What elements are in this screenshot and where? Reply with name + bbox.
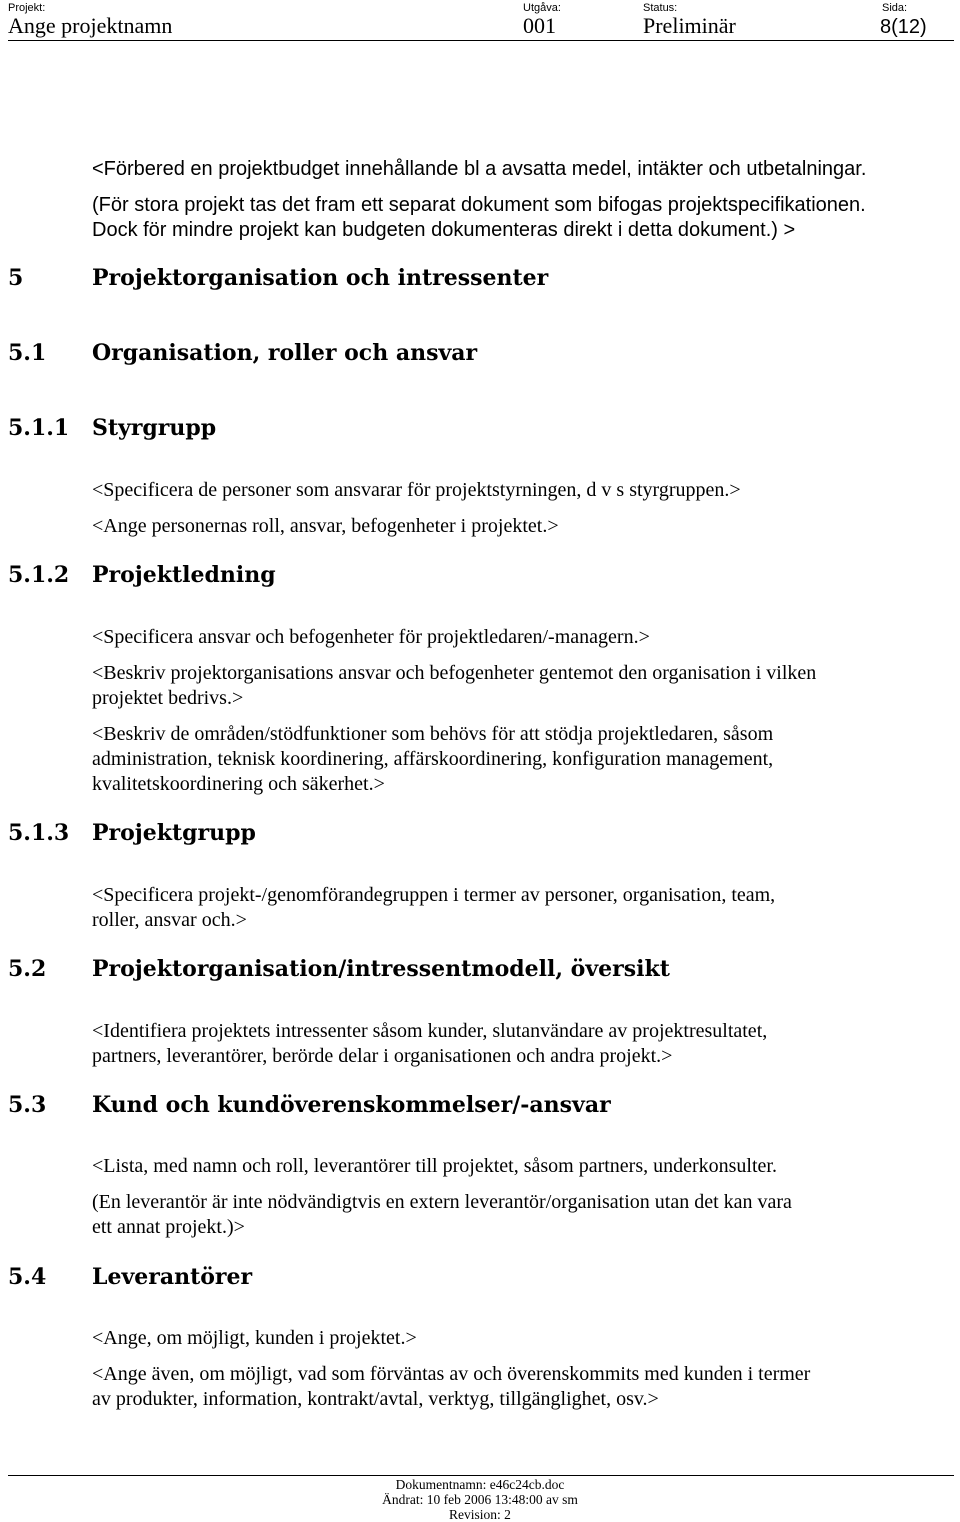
paragraph: <Specificera de personer som ansvarar för projektstyrningen, d v s styrgruppen.> bbox=[92, 479, 741, 501]
heading-title: Kund och kundöverenskommelser/-ansvar bbox=[92, 1092, 611, 1118]
paragraph: <Identifiera projektets intressenter såsom kunder, slutanvändare av projektresultatet, bbox=[92, 1020, 768, 1042]
paragraph: kvalitetskoordinering och säkerhet.> bbox=[92, 773, 385, 795]
footer-docname: Dokumentnamn: e46c24cb.doc bbox=[395, 1477, 565, 1492]
paragraph: projektet bedrivs.> bbox=[92, 687, 244, 709]
heading-title: Leverantörer bbox=[92, 1264, 253, 1290]
paragraph: <Ange även, om möjligt, vad som förväntas av och överenskommits med kunden i termer bbox=[92, 1363, 811, 1385]
paragraph: partners, leverantörer, berörde delar i organisationen och andra projekt.> bbox=[92, 1045, 673, 1067]
footer-rule bbox=[8, 1475, 954, 1476]
heading-title: Styrgrupp bbox=[92, 415, 217, 441]
heading-number: 5.1.3 bbox=[8, 820, 70, 846]
heading-title: Projektgrupp bbox=[92, 820, 256, 846]
heading-title: Projektorganisation/intressentmodell, översikt bbox=[92, 956, 670, 982]
heading-number: 5.3 bbox=[8, 1092, 47, 1118]
heading-title: Projektorganisation och intressenter bbox=[92, 265, 549, 291]
paragraph: <Ange personernas roll, ansvar, befogenheter i projektet.> bbox=[92, 515, 559, 537]
heading-number: 5.4 bbox=[8, 1264, 47, 1290]
page-label: Sida: bbox=[882, 2, 908, 14]
paragraph: <Lista, med namn och roll, leverantörer till projektet, såsom partners, underkonsulter. bbox=[92, 1155, 777, 1177]
heading-number: 5.1.2 bbox=[8, 562, 70, 588]
paragraph: administration, teknisk koordinering, affärskoordinering, konfiguration management, bbox=[92, 748, 774, 770]
paragraph: av produkter, information, kontrakt/avtal, verktyg, tillgänglighet, osv.> bbox=[92, 1388, 659, 1410]
edition-label: Utgåva: bbox=[523, 2, 561, 14]
heading-number: 5.1 bbox=[8, 340, 47, 366]
page-number: 8(12) bbox=[880, 16, 927, 38]
paragraph: <Beskriv projektorganisations ansvar och befogenheter gentemot den organisation i vilken bbox=[92, 662, 817, 684]
edition-value: 001 bbox=[523, 13, 556, 38]
intro-line-3: Dock för mindre projekt kan budgeten dokumenteras direkt i detta dokument.) > bbox=[92, 219, 796, 241]
footer-changed: Ändrat: 10 feb 2006 13:48:00 av sm bbox=[382, 1492, 578, 1507]
header-rule bbox=[8, 40, 954, 41]
intro-line-1: <Förbered en projektbudget innehållande bl a avsatta medel, intäkter och utbetalningar. bbox=[92, 158, 867, 180]
paragraph: (En leverantör är inte nödvändigtvis en extern leverantör/organisation utan det kan vara bbox=[92, 1191, 792, 1213]
paragraph: ett annat projekt.)> bbox=[92, 1216, 245, 1238]
heading-title: Projektledning bbox=[92, 562, 276, 588]
status-value: Preliminär bbox=[643, 13, 736, 38]
paragraph: <Beskriv de områden/stödfunktioner som behövs för att stödja projektledaren, såsom bbox=[92, 723, 774, 745]
paragraph: roller, ansvar och.> bbox=[92, 909, 247, 931]
project-label: Projekt: bbox=[8, 2, 46, 14]
heading-title: Organisation, roller och ansvar bbox=[92, 340, 478, 366]
paragraph: <Ange, om möjligt, kunden i projektet.> bbox=[92, 1327, 417, 1349]
paragraph: <Specificera projekt-/genomförandegruppen i termer av personer, organisation, team, bbox=[92, 884, 776, 906]
heading-number: 5.1.1 bbox=[8, 415, 70, 441]
paragraph: <Specificera ansvar och befogenheter för projektledaren/-managern.> bbox=[92, 626, 650, 648]
footer-revision: Revision: 2 bbox=[449, 1507, 511, 1522]
status-label: Status: bbox=[643, 2, 678, 14]
intro-line-2: (För stora projekt tas det fram ett separat dokument som bifogas projektspecifikationen. bbox=[92, 194, 866, 216]
heading-number: 5.2 bbox=[8, 956, 47, 982]
project-value: Ange projektnamn bbox=[8, 13, 173, 38]
heading-number: 5 bbox=[8, 265, 24, 291]
